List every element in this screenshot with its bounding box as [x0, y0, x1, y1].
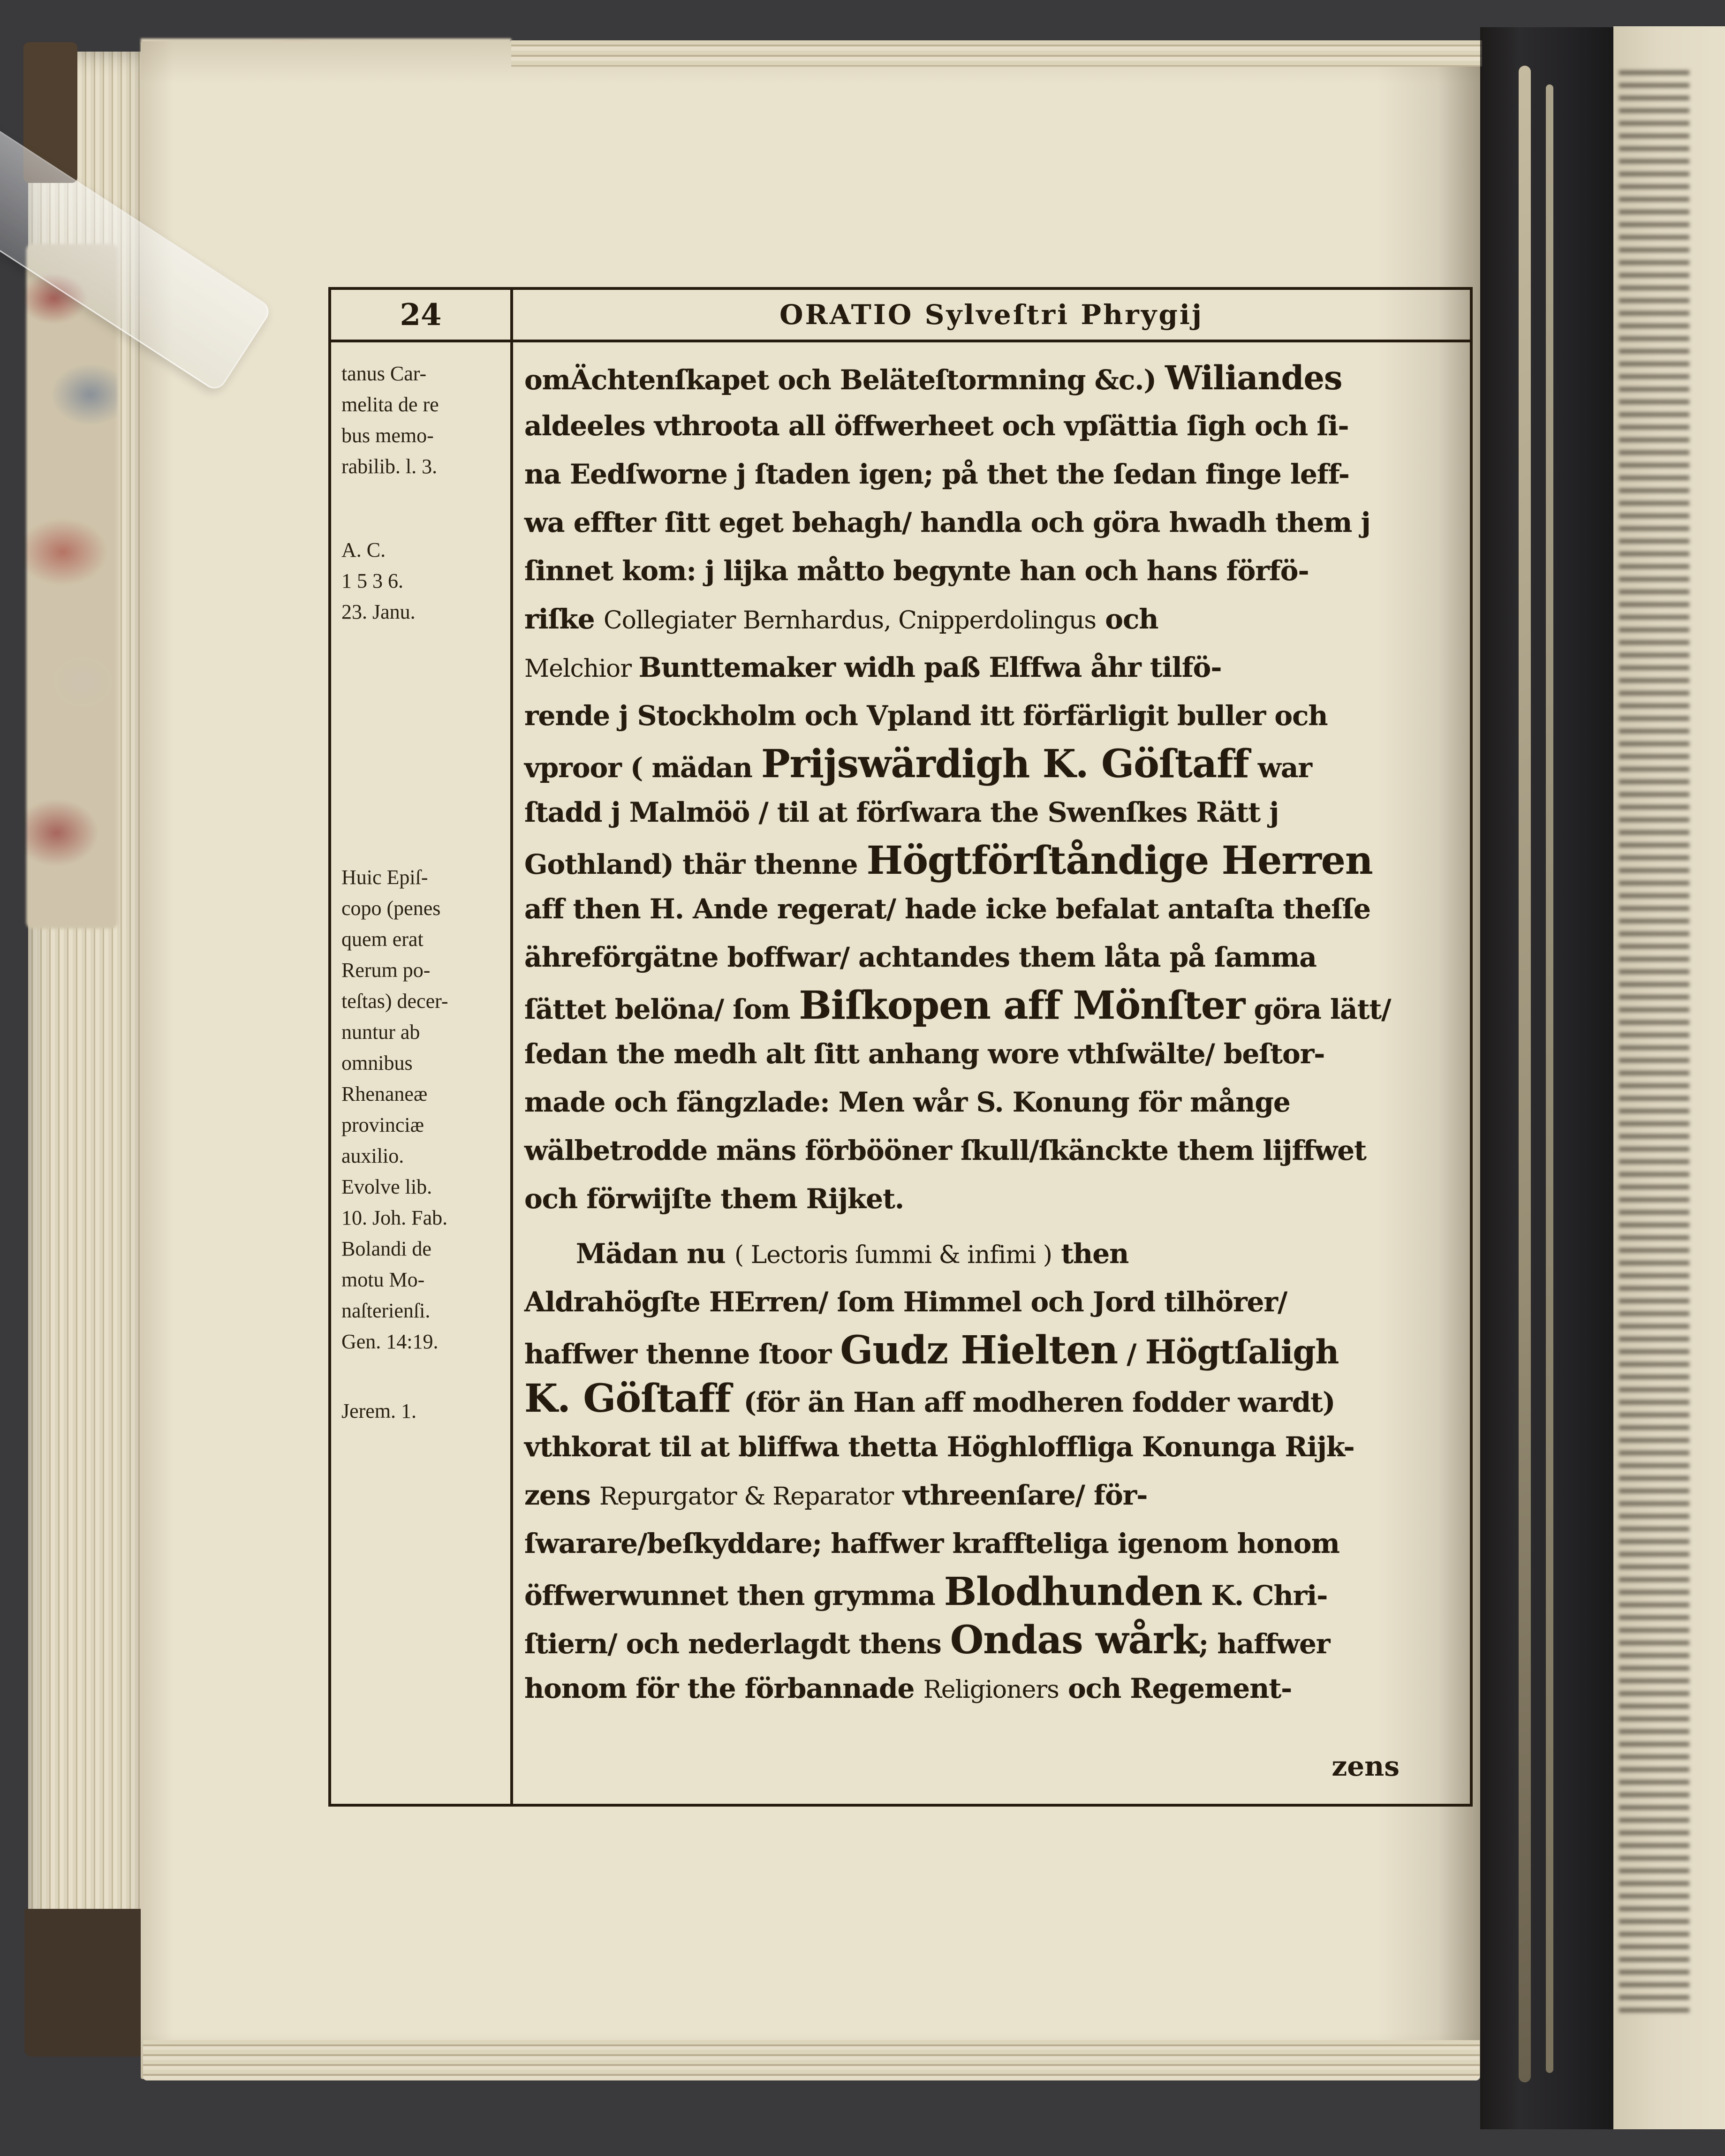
paragraph	[524, 354, 1466, 1223]
text-segment: ſtadd j Malmöö / til at förſwara the Swenſkes Rätt j	[524, 796, 1279, 828]
text-segment: omÄchtenſkapet och Beläteſtormning &c.)	[524, 364, 1165, 396]
margin-note-line: A. C.	[341, 538, 386, 561]
text-line	[524, 982, 1466, 1030]
text-segment: ſättet belöna/ ſom	[524, 993, 799, 1025]
text-segment: wälbetrodde mäns förbööner ſkull/ſkänckte them lijffwet	[524, 1135, 1366, 1166]
facing-page-blurred-text	[1619, 70, 1689, 2017]
top-page-edges	[511, 40, 1482, 67]
text-segment: vthkorat til at bliffwa thetta Höghloffliga Konunga Rijk-	[524, 1431, 1354, 1463]
gutter-page-edge	[1519, 66, 1531, 2082]
text-line	[524, 1520, 1466, 1568]
text-segment: Religioners	[923, 1676, 1059, 1704]
margin-note-line: Huic Epiſ-	[341, 866, 428, 889]
text-line	[524, 1616, 1466, 1664]
header-title-cell	[513, 290, 1470, 342]
margin-note-line: tanus Car-	[341, 362, 427, 385]
text-line	[524, 1078, 1466, 1127]
gutter-page-edge-2	[1546, 84, 1553, 2073]
margin-note	[341, 1396, 504, 1427]
margin-note-line: bus memo-	[341, 424, 434, 447]
text-segment: ; haffwer	[1198, 1628, 1330, 1660]
text-segment: zens	[524, 1479, 599, 1511]
text-line	[524, 595, 1466, 643]
text-segment: Gudz Hielten	[840, 1328, 1118, 1373]
text-segment: wa effter ſitt eget behagh/ handla och göra hwadh them j	[524, 507, 1370, 538]
margin-note-line: Jerem. 1.	[341, 1400, 417, 1422]
text-line	[524, 740, 1466, 788]
margin-note-line: motu Mo-	[341, 1268, 425, 1291]
text-line	[524, 1568, 1466, 1616]
margin-note-line: nuntur ab	[341, 1021, 420, 1044]
body-text	[513, 342, 1470, 1713]
text-segment: K. Göſtaff	[524, 1376, 744, 1421]
text-line	[524, 402, 1466, 450]
text-line	[524, 547, 1466, 595]
text-segment: K. Chri-	[1202, 1580, 1328, 1611]
text-segment: vproor ( mädan	[524, 752, 762, 784]
margin-note-line: Gen. 14:19.	[341, 1330, 439, 1353]
text-line	[524, 1375, 1466, 1423]
text-segment: rende j Stockholm och Vpland itt förfärligit buller och	[524, 700, 1328, 732]
margin-note-line: omnibus	[341, 1052, 413, 1074]
text-segment: /	[1118, 1338, 1145, 1370]
margin-note-line: auxilio.	[341, 1144, 404, 1167]
text-segment: aff then H. Ande regerat/ hade icke befalat antaſta theſſe	[524, 893, 1371, 925]
text-line	[524, 1423, 1466, 1471]
margin-note	[341, 535, 504, 628]
running-title: ORATIO Sylveſtri Phrygij	[779, 299, 1203, 331]
margin-note	[341, 358, 504, 482]
text-segment: ſinnet kom: j lijka måtto begynte han och hans förfö-	[524, 555, 1309, 587]
text-line	[524, 1278, 1466, 1326]
margin-notes	[331, 342, 510, 1427]
text-segment: Blodhunden	[944, 1569, 1203, 1614]
text-segment: Collegiater Bernhardus, Cnipperdolingus	[603, 606, 1097, 635]
margin-note-line: naſterienſi.	[341, 1299, 431, 1322]
text-segment: Gothland) thär thenne	[524, 848, 867, 880]
margin-note-line: 1 5 3 6.	[341, 569, 403, 592]
text-line	[524, 643, 1466, 692]
text-segment: Wiliandes	[1165, 358, 1342, 397]
text-segment: Melchior	[524, 655, 639, 683]
text-segment: ſwarare/beſkyddare; haffwer kraffteliga igenom honom	[524, 1528, 1339, 1559]
margin-note-line: melita de re	[341, 393, 439, 416]
text-line	[524, 1230, 1466, 1278]
text-line	[524, 933, 1466, 982]
text-segment: ſtiern/ och nederlagdt thens	[524, 1628, 950, 1660]
margin-note-line: Evolve lib.	[341, 1175, 432, 1198]
margin-note-line: 23. Janu.	[341, 600, 416, 623]
text-segment: Biſkopen aff Mönſter	[799, 983, 1245, 1028]
text-line	[524, 1326, 1466, 1375]
margin-note	[341, 862, 504, 1357]
text-segment: Bunttemaker widh paß Elffwa åhr tilfö-	[638, 651, 1222, 683]
text-line	[524, 692, 1466, 740]
page-number: 24	[400, 297, 442, 333]
paragraph	[524, 1230, 1466, 1713]
margin-note-line: copo (penes	[341, 897, 441, 920]
text-line	[524, 499, 1466, 547]
text-segment: Högtſaligh	[1145, 1332, 1339, 1371]
margin-column	[331, 290, 513, 1804]
margin-note-line: rabilib. l. 3.	[341, 455, 438, 478]
text-segment: made och fängzlade: Men wår S. Konung för månge	[524, 1086, 1290, 1118]
text-segment: och Regement-	[1059, 1672, 1292, 1704]
margin-note-line: Rerum po-	[341, 959, 431, 982]
leather-cover-bottom-left	[24, 1909, 144, 2057]
text-line	[524, 1664, 1466, 1713]
margin-note-line: 10. Joh. Fab.	[341, 1206, 448, 1229]
text-line	[524, 1030, 1466, 1078]
text-segment: vthreenſare/ för-	[893, 1479, 1148, 1511]
text-line	[524, 1471, 1466, 1520]
text-segment: war	[1248, 752, 1312, 784]
text-segment: then	[1052, 1238, 1129, 1270]
text-segment: na Eedſworne j ſtaden igen; på thet the ſedan finge leff-	[524, 458, 1349, 490]
bottom-page-edges	[143, 2040, 1480, 2080]
text-segment: och förwijſte them Rijket.	[524, 1183, 904, 1215]
text-segment: haffwer thenne ſtoor	[524, 1338, 840, 1370]
text-line	[524, 1175, 1466, 1223]
text-line	[524, 837, 1466, 885]
text-segment: ähreförgätne boffwar/ achtandes them låta på ſamma	[524, 941, 1316, 973]
header-page-number-cell	[331, 290, 510, 342]
text-segment: aldeeles vthroota all öffwerheet och vpſättia ſigh och ſi-	[524, 410, 1349, 442]
text-segment: öffwerwunnet then grymma	[524, 1580, 944, 1611]
marbled-paper-left	[26, 244, 118, 929]
text-segment: ( Lectoris ſummi & infimi )	[734, 1241, 1052, 1269]
text-segment: honom för the förbannade	[524, 1672, 923, 1704]
text-segment: och	[1096, 603, 1158, 635]
text-segment: ſedan the medh alt ſitt anhang wore vthſwälte/ beſtor-	[524, 1038, 1325, 1070]
text-line	[524, 450, 1466, 499]
text-segment: Mädan nu	[576, 1238, 734, 1270]
main-text-column	[513, 290, 1470, 1804]
text-segment: riſke	[524, 603, 604, 635]
text-line	[524, 885, 1466, 933]
text-line	[524, 354, 1466, 402]
catchword: zens	[1332, 1750, 1400, 1782]
text-line	[524, 1127, 1466, 1175]
text-segment: Repurgator & Reparator	[599, 1483, 894, 1511]
text-segment: göra lätt/	[1245, 993, 1391, 1025]
margin-note-line: teſtas) decer-	[341, 990, 448, 1013]
margin-note-line: quem erat	[341, 928, 424, 951]
text-segment: Prijswärdigh K. Göſtaff	[761, 741, 1249, 787]
margin-note-line: Rhenaneæ	[341, 1082, 428, 1105]
text-segment: Ondas wårk	[950, 1618, 1199, 1663]
margin-note-line: Bolandi de	[341, 1237, 431, 1260]
text-segment: Högtförſtåndige Herren	[866, 838, 1373, 883]
text-line	[524, 788, 1466, 837]
margin-note-line: provinciæ	[341, 1113, 424, 1136]
printed-text-frame	[328, 287, 1473, 1807]
text-segment: Aldrahögſte HErren/ ſom Himmel och Jord tilhörer/	[524, 1286, 1287, 1318]
text-segment: (för än Han aff modheren fodder wardt)	[743, 1386, 1335, 1418]
